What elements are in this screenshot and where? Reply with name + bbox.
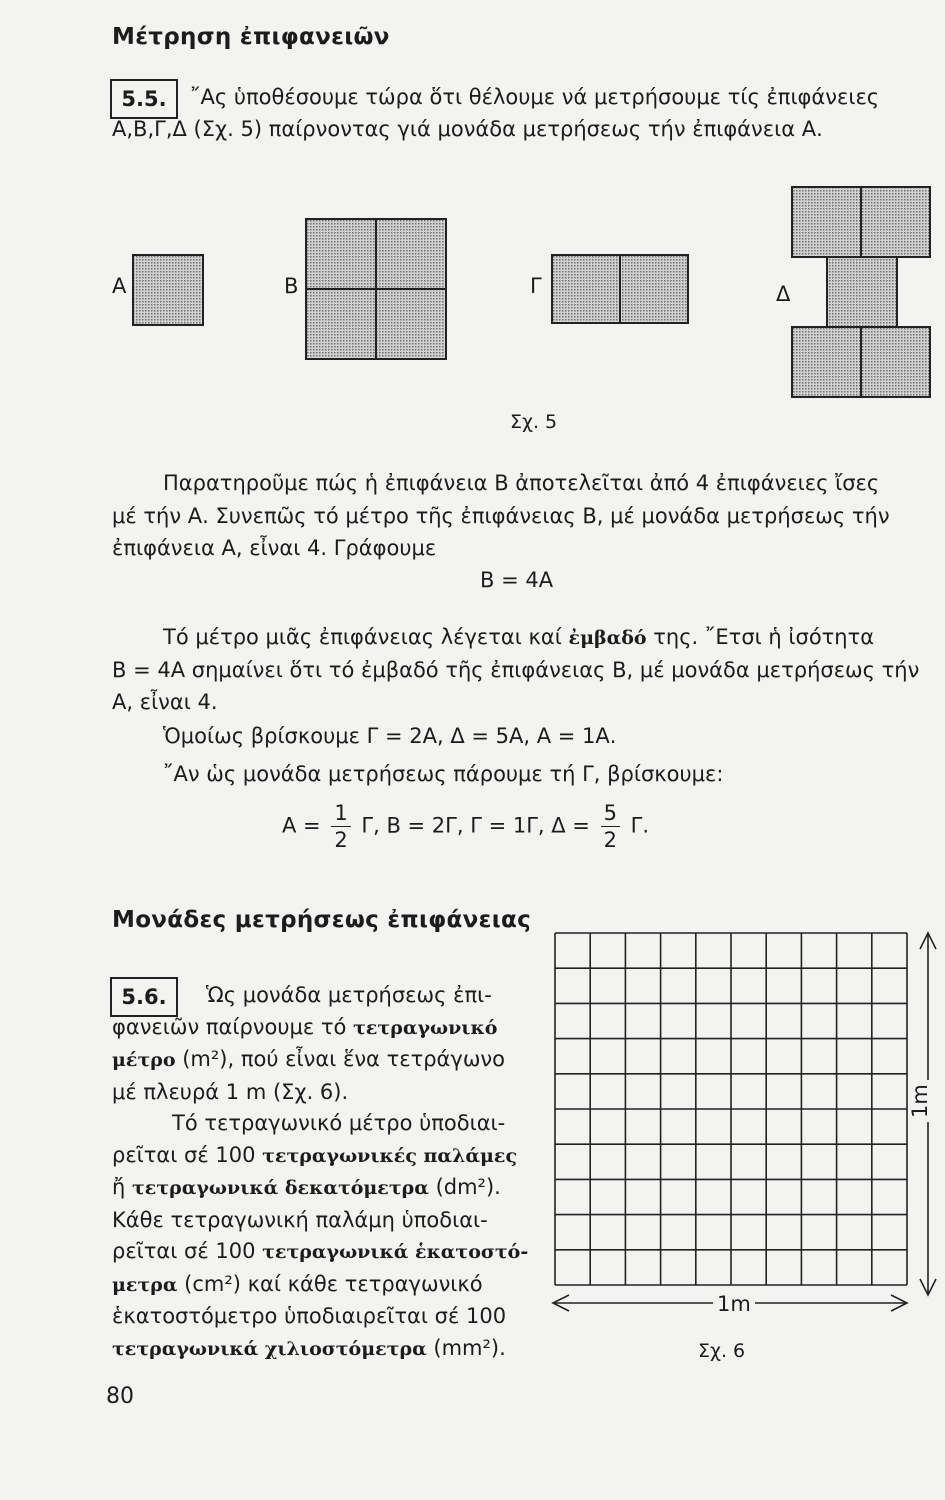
- area-line1: Τό μέτρο μιᾶς ἐπιφάνειας λέγεται καί ἐμβαδό της. ῎Ετσι ἡ ἰσότητα: [163, 625, 875, 649]
- s56-line-8: ρεῖται σέ 100 τετραγωνικά ἑκατοστό-: [112, 1239, 529, 1263]
- s56-line-1: φανειῶν παίρνουμε τό τετραγωνικό: [112, 1014, 498, 1039]
- label-b: Β: [284, 274, 299, 298]
- figure-5: [100, 175, 945, 435]
- s56-line-10: ἑκατοστόμετρο ὑποδιαιρεῖται σέ 100: [112, 1304, 507, 1328]
- figure-6-grid: [545, 925, 945, 1325]
- s56-line-7: Κάθε τετραγωνική παλάμη ὑποδιαι-: [112, 1207, 488, 1232]
- obs-line3: ἐπιφάνεια Α, εἶναι 4. Γράφουμε: [112, 536, 437, 560]
- shape-d: [792, 187, 930, 397]
- figure-5-caption: Σχ. 5: [510, 411, 558, 433]
- fraction-equation: Α = $\frac{1}{2}$ Γ, Β = 2Γ, Γ = 1Γ, Δ = $\frac{5}{2}$ Γ.: [282, 801, 650, 852]
- s55-line1: ῎Ας ὑποθέσουμε τώρα ὅτι θέλουμε νά μετρήσουμε τίς ἐπιφάνειες: [190, 85, 880, 109]
- s56-line-0: Ὡς μονάδα μετρήσεως ἐπι-: [206, 983, 492, 1007]
- s56-text: [112, 980, 532, 1365]
- obs-line2: μέ τήν Α. Συνεπῶς τό μέτρο τῆς ἐπιφάνειας Β, μέ μονάδα μετρήσεως τήν: [112, 504, 890, 528]
- label-a: Α: [112, 274, 127, 298]
- figure-6-caption: Σχ. 6: [698, 1340, 746, 1362]
- area-line2: Β = 4Α σημαίνει ὅτι τό ἐμβαδό τῆς ἐπιφάνειας Β, μέ μονάδα μετρήσεως τήν: [112, 658, 920, 682]
- s56-line-11: τετραγωνικά χιλιοστόμετρα (mm²).: [112, 1335, 506, 1360]
- s55-line2: Α,Β,Γ,Δ (Σχ. 5) παίρνοντας γιά μονάδα μετρήσεως τήν ἐπιφάνεια Α.: [112, 117, 823, 141]
- shape-a: [133, 255, 203, 325]
- s56-line-4: Τό τετραγωνικό μέτρο ὑποδιαι-: [172, 1111, 506, 1135]
- label-g: Γ: [530, 274, 542, 298]
- page-number: 80: [106, 1384, 134, 1409]
- section-title-units: Μονάδες μετρήσεως ἐπιφάνειας: [112, 907, 532, 933]
- label-d: Δ: [776, 282, 791, 306]
- s56-line-2: μέτρο (m²), πού εἶναι ἕνα τετράγωνο: [112, 1047, 505, 1071]
- equation-b-4a: Β = 4Α: [480, 568, 554, 592]
- grid-label-horizontal: 1m: [713, 1292, 755, 1316]
- grid-label-vertical: 1m: [908, 1080, 932, 1122]
- s56-line-9: μετρα (cm²) καί κάθε τετραγωνικό: [112, 1271, 483, 1296]
- s56-line-3: μέ πλευρά 1 m (Σχ. 6).: [112, 1079, 349, 1104]
- section-number-5-6: 5.6.: [110, 977, 178, 1017]
- area-line3: Α, εἶναι 4.: [112, 690, 218, 714]
- similar-line: Ὁμοίως βρίσκουμε Γ = 2Α, Δ = 5Α, Α = 1Α.: [163, 724, 617, 748]
- obs-line1: Παρατηροῦμε πώς ἡ ἐπιφάνεια Β ἀποτελεῖται ἀπό 4 ἐπιφάνειες ἴσες: [163, 471, 880, 495]
- s56-line-6: ἤ τετραγωνικά δεκατόμετρα (dm²).: [112, 1175, 501, 1199]
- s56-line-5: ρεῖται σέ 100 τετραγωνικές παλάμες: [112, 1142, 518, 1167]
- section-title-measurement: Μέτρηση ἐπιφανειῶν: [112, 24, 390, 50]
- unit-g-line: ῎Αν ὡς μονάδα μετρήσεως πάρουμε τή Γ, βρίσκουμε:: [163, 762, 724, 786]
- section-number-5-5: 5.5.: [110, 79, 178, 119]
